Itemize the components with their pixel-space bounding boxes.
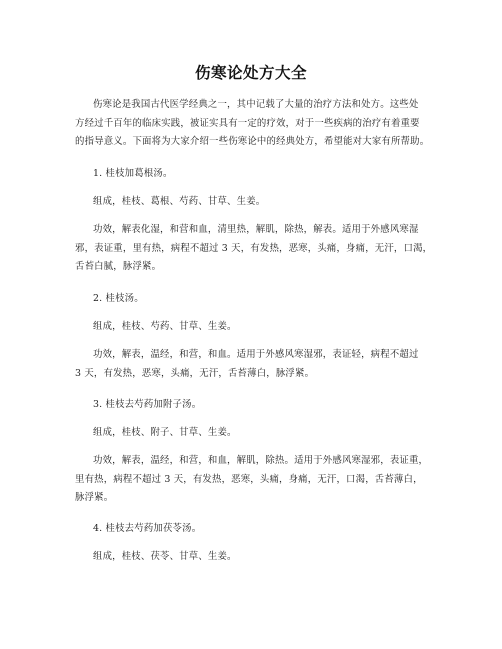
text-line: 组成，桂枝、茯苓、甘草、生姜。 xyxy=(93,551,237,562)
ingredients-paragraph xyxy=(75,318,435,337)
ingredients-paragraph xyxy=(75,193,435,212)
document-title: 伤寒论处方大全 xyxy=(194,64,307,82)
text-line: 3. 桂枝去芍药加附子汤。 xyxy=(93,399,202,410)
text-line: 4. 桂枝去芍药加茯苓汤。 xyxy=(93,523,202,534)
text-line: 伤寒论是我国古代医学经典之一，其中记载了大量的治疗方法和处方。这些处 xyxy=(93,99,419,110)
text-line: 邪，表证重，里有热，病程不超过 3 天，有发热，恶寒，头痛，身痛，无汗，口渴， xyxy=(75,242,433,254)
text-line: 功效，解表化湿，和营和血，清里热，解肌，除热，解表。适用于外感风寒湿 xyxy=(93,224,419,235)
section-heading xyxy=(75,520,435,539)
text-line: 组成，桂枝、附子、甘草、生姜。 xyxy=(93,427,237,438)
text-line: 功效，解表，温经，和营，和血。适用于外感风寒湿邪，表证轻，病程不超过 xyxy=(93,349,419,360)
text-line: 方经过千百年的临床实践，被证实具有一定的疗效，对于一些疾病的治疗有着重要 xyxy=(75,117,420,129)
effects-paragraph xyxy=(75,221,435,277)
effects-paragraph xyxy=(75,346,435,383)
text-line: 功效，解表，温经，和营，和血，解肌，除热。适用于外感风寒湿邪，表证重， xyxy=(93,455,429,466)
text-line: 组成，桂枝、葛根、芍药、甘草、生姜。 xyxy=(93,196,266,207)
section-heading xyxy=(75,165,435,184)
section-heading xyxy=(75,290,435,309)
text-line: 里有热，病程不超过 3 天，有发热，恶寒，头痛，身痛，无汗，口渴，舌苔薄白， xyxy=(75,473,423,485)
text-line: 组成，桂枝、芍药、甘草、生姜。 xyxy=(93,321,237,332)
text-line: 1. 桂枝加葛根汤。 xyxy=(93,168,173,179)
text-line: 2. 桂枝汤。 xyxy=(93,293,144,304)
text-line: 脉浮紧。 xyxy=(75,492,114,503)
section-heading xyxy=(75,396,435,415)
effects-paragraph xyxy=(75,452,435,508)
text-line: 的指导意义。下面将为大家介绍一些伤寒论中的经典处方，希望能对大家有所帮助。 xyxy=(75,136,430,147)
ingredients-paragraph xyxy=(75,424,435,443)
ingredients-paragraph xyxy=(75,548,435,567)
text-line: 3 天，有发热，恶寒，头痛，无汗，舌苔薄白，脉浮紧。 xyxy=(75,367,315,379)
intro-paragraph xyxy=(75,96,435,152)
text-line: 舌苔白腻，脉浮紧。 xyxy=(75,261,162,272)
